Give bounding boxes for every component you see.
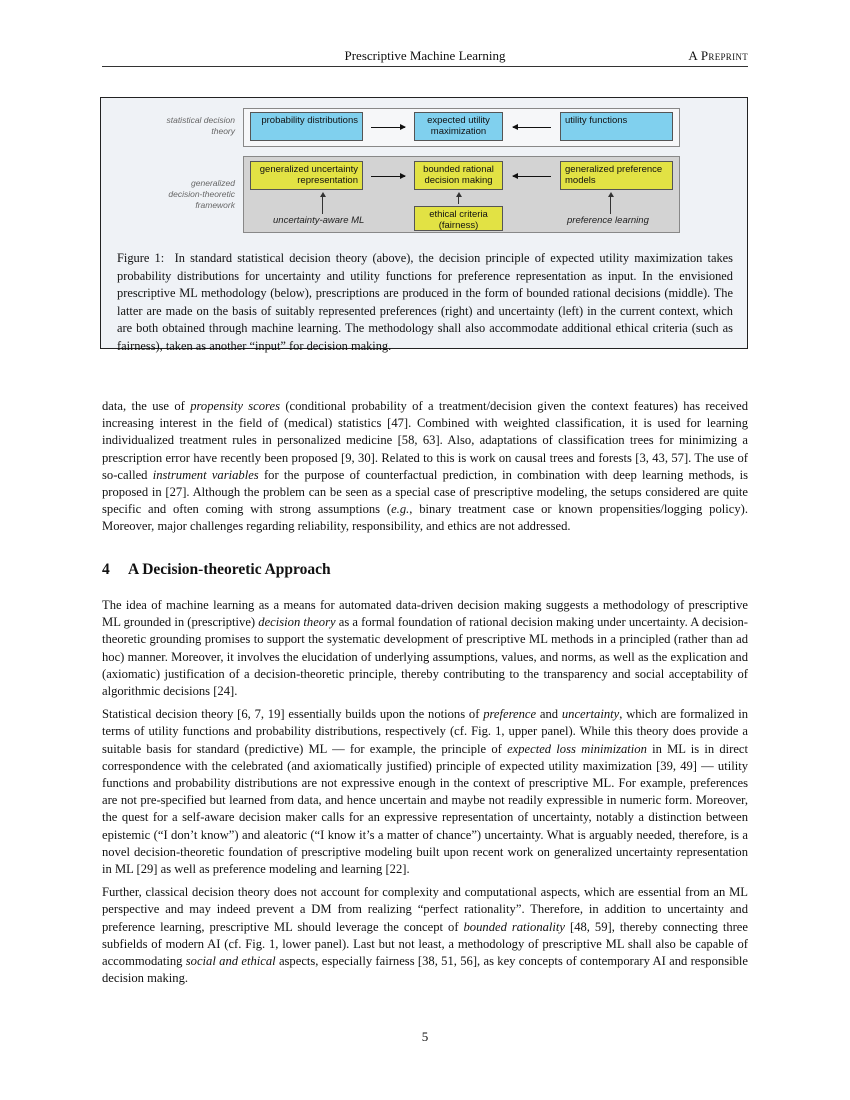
paragraph-2: Statistical decision theory [6, 7, 19] essentially builds upon the notions of preference and uncertainty, which are formalized in terms of utility functions and probability distributions, respectively (cf. Fig. 1, upper panel). While this theory does provide a suitable basis for standard (predictive) ML — for example, the principle of expected loss minimization in ML is in direct correspondence with the celebrated (and axiomatically justified) principle of expected utility maximization [39, 49] — utility functions and probability distributions are not expressive enough in the context of prescriptive ML. For example, preferences are not pre-specified but learned from data, and hence uncertain and maybe not readily expressible in numeric form. Moreover, the quest for a self-aware decision maker calls for an expressive representation of uncertainty, notably a distinction between epistemic (“I don’t know”) and aleatoric (“I know it’s a matter of chance”) uncertainty. What is arguably needed, therefore, is a novel decision-theoretic foundation of prescriptive modeling built upon recent work on generalized uncertainty representation in ML [29] as well as preference modeling and learning [22]. xyxy=(102,707,748,877)
box-bounded-rational: bounded rational decision making xyxy=(414,161,503,190)
arrow-up xyxy=(322,194,323,214)
arrow-up xyxy=(610,194,611,214)
paragraph-0: data, the use of propensity scores (conditional probability of a treatment/decision given the context features) has received increasing interest in the field of (medical) statistics [47]. Combined with weighted classification, it is used for learning individualized treatment rules in personalized medicine [58, 63]. Also, adaptations of classification trees for minimizing a prescription error have recently been proposed [9, 30]. Related to this is work on causal trees and forests [3, 43, 57]. The use of so-called instrument variables for the purpose of counterfactual prediction, in combination with deep learning methods, is proposed in [27]. Although the problem can be seen as a special case of prescriptive modeling, the setups considered are quite specific and often coming with strong assumptions (e.g., binary treatment case or known propensities/logging policy). Moreover, major challenges regarding reliability, responsibility, and ethics are not addressed. xyxy=(102,399,748,534)
page-number: 5 xyxy=(421,1029,429,1044)
box-utility-functions: utility functions xyxy=(560,112,673,141)
caption-label: Figure 1: xyxy=(117,251,165,265)
input-preference-learning: preference learning xyxy=(567,215,649,226)
arrow-left xyxy=(513,176,551,177)
caption-text: In standard statistical decision theory (above), the decision principle of expected utility maximization takes probability distributions for uncertainty and utility functions for preference representation as input. In the envisioned prescriptive ML methodology (below), prescriptions are produced in the form of bounded rational decisions (middle). The latter are made on the basis of suitably represented preferences (right) and uncertainty (left) in the current context, which are both obtained through machine learning. The methodology shall also accommodate additional ethical criteria (such as fairness), taken as another “input” for decision making. xyxy=(117,251,733,353)
figure-1 xyxy=(100,97,748,353)
figure-caption xyxy=(117,250,733,356)
row-label-statistical: statistical decision theory xyxy=(166,115,235,136)
row-label-generalized: generalized decision-theoretic framework xyxy=(168,178,235,210)
arrow-right xyxy=(371,127,405,128)
section-heading: 4 A Decision-theoretic Approach xyxy=(102,561,331,578)
box-generalized-preference: generalized preference models xyxy=(560,161,673,190)
section-body xyxy=(102,597,748,993)
box-generalized-uncertainty: generalized uncertainty representation xyxy=(250,161,363,190)
header-rule xyxy=(102,66,748,67)
paragraph-3: Further, classical decision theory does not account for complexity and computational aspects, which are essential from an ML perspective and may indeed prevent a DM from realizing “perfect rationality”. Therefore, in addition to uncertainty and preference learning, prescriptive ML should leverage the concept of bounded rationality [48, 59], thereby connecting three subfields of modern AI (cf. Fig. 1, lower panel). Last but not least, a methodology of prescriptive ML shall also be capable of accommodating social and ethical aspects, especially fairness [38, 51, 56], as key concepts of contemporary AI and responsible decision making. xyxy=(102,885,748,986)
box-probability-distributions: probability distributions xyxy=(250,112,363,141)
running-title: Prescriptive Machine Learning xyxy=(344,48,506,63)
arrow-up xyxy=(458,194,459,204)
box-expected-utility: expected utility maximization xyxy=(414,112,503,141)
arrow-left xyxy=(513,127,551,128)
input-uncertainty-aware-ml: uncertainty-aware ML xyxy=(273,215,365,226)
paragraph-1: The idea of machine learning as a means for automated data-driven decision making suggests a methodology of prescriptive ML grounded in (prescriptive) decision theory as a formal foundation of rational decision making under uncertainty. A decision-theoretic grounding promises to support the systematic development of prescriptive ML methods in a principled (rather than ad hoc) manner. Moreover, it involves the elucidation of underlying assumptions, values, and norms, as well as the explication and (axiomatic) justification of a decision-theoretic principle, thereby contributing to the transparency and social acceptability of algorithmic decisions [24]. xyxy=(102,598,748,699)
box-ethical-criteria: ethical criteria (fairness) xyxy=(414,206,503,231)
preprint-label: A Preprint xyxy=(688,48,748,63)
arrow-right xyxy=(371,176,405,177)
